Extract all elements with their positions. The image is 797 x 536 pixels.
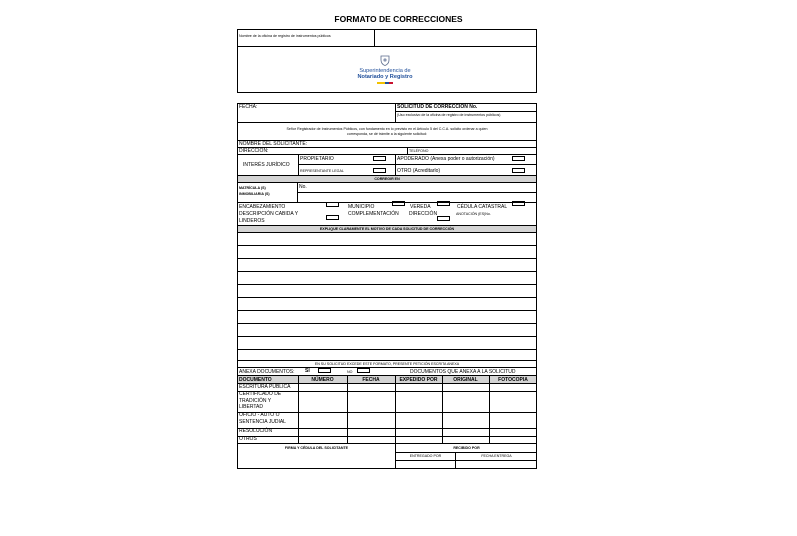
row-line bbox=[395, 452, 537, 453]
doc-row-label: LIBERTAD bbox=[239, 404, 263, 410]
motivo-line[interactable] bbox=[237, 297, 537, 298]
solicitud-note: (Uso exclusivo de la oficina de registro de instrumentos públicos) bbox=[397, 113, 501, 117]
intro-line2: corresponda, se dé trámite a la siguiente solicitud: bbox=[347, 132, 427, 136]
apoderado-label: APODERADO (Anexa poder o autorización) bbox=[397, 156, 495, 162]
no-checkbox[interactable] bbox=[357, 368, 370, 373]
interes-label: INTERÉS JURÍDICO bbox=[243, 162, 290, 168]
direccion2-checkbox[interactable] bbox=[437, 216, 450, 221]
anexa-label: ANEXA DOCUMENTOS: bbox=[239, 369, 295, 375]
fecha-entrega-label: FECHA ENTREGA bbox=[481, 454, 512, 458]
doc-column-header: FECHA bbox=[362, 377, 380, 383]
telefono-label: TELÉFONO bbox=[409, 149, 429, 153]
matricula-label2: INMOBILIARIA (S) bbox=[239, 192, 270, 196]
otro-label: OTRO (Acreditarlo) bbox=[397, 168, 441, 174]
municipio-label: MUNICIPIO bbox=[348, 204, 375, 210]
doc-column-line bbox=[395, 375, 396, 443]
motivo-line[interactable] bbox=[237, 271, 537, 272]
doc-column-header: FOTOCOPIA bbox=[498, 377, 528, 383]
row-line bbox=[237, 182, 537, 183]
corregir-header: CORREGIR EN bbox=[374, 177, 400, 181]
doc-column-line bbox=[298, 375, 299, 443]
encabezamiento-checkbox[interactable] bbox=[326, 202, 339, 207]
no2-label: NO bbox=[347, 370, 353, 374]
solicitud-hdivider bbox=[395, 111, 537, 112]
logo-line1: Superintendencia de bbox=[359, 68, 411, 74]
solicitud-label: SOLICITUD DE CORRECCIÓN No. bbox=[397, 104, 478, 110]
motivo-line[interactable] bbox=[237, 349, 537, 350]
office-divider bbox=[237, 46, 537, 47]
complementacion-label: COMPLEMENTACIÓN bbox=[348, 211, 399, 217]
cedula-catastral-checkbox[interactable] bbox=[512, 201, 525, 206]
descripcion-label1: DESCRIPCIÓN CABIDA Y bbox=[239, 211, 299, 217]
telefono-vdivider bbox=[407, 147, 408, 154]
doc-column-line bbox=[442, 375, 443, 443]
descripcion-label2: LINDEROS bbox=[239, 218, 265, 224]
motivo-note: EN SU SOLICITUD EXCEDE ESTE FORMATO, PRESENTE PETICIÓN ESCRITA ANEXA bbox=[314, 362, 460, 366]
doc-column-header: DOCUMENTO bbox=[239, 377, 272, 383]
firma-label: FIRMA Y CÉDULA DEL SOLICITANTE bbox=[284, 446, 349, 450]
motivo-line[interactable] bbox=[237, 336, 537, 337]
row-line bbox=[237, 147, 537, 148]
row-line bbox=[237, 154, 537, 155]
anotacion-label: ANOTACIÓN (ES)No. bbox=[456, 212, 491, 216]
propietario-checkbox[interactable] bbox=[373, 156, 386, 161]
matricula-no-label: No. bbox=[299, 184, 307, 190]
row-line bbox=[237, 367, 537, 368]
entregado-label: ENTREGADO POR bbox=[409, 454, 442, 458]
row-line bbox=[395, 460, 537, 461]
logo-flag-bar bbox=[377, 82, 393, 84]
doc-column-line bbox=[489, 375, 490, 443]
doc-row-line bbox=[237, 436, 537, 437]
doc-row-line bbox=[237, 428, 537, 429]
propietario-label: PROPIETARIO bbox=[300, 156, 334, 162]
recibido-label: RECIBIDO POR bbox=[453, 446, 480, 450]
cedula-catastral-label: CÉDULA CATASTRAL bbox=[457, 204, 508, 210]
si-checkbox[interactable] bbox=[318, 368, 331, 373]
doc-row-label: TRADICIÓN Y bbox=[239, 397, 272, 404]
page-title: FORMATO DE CORRECCIONES bbox=[334, 14, 463, 24]
apoderado-checkbox[interactable] bbox=[512, 156, 525, 161]
row-line bbox=[237, 202, 537, 203]
row-line bbox=[297, 192, 537, 193]
row-line bbox=[237, 122, 537, 123]
descripcion-checkbox[interactable] bbox=[326, 215, 339, 220]
representante-label: REPRESENTANTE LEGAL bbox=[300, 169, 344, 173]
motivo-header: EXPLIQUE CLARAMENTE EL MOTIVO DE CADA SOLICITUD DE CORRECCIÓN bbox=[319, 227, 455, 231]
municipio-checkbox[interactable] bbox=[392, 201, 405, 206]
office-vdivider bbox=[374, 29, 375, 47]
nombre-label: NOMBRE DEL SOLICITANTE: bbox=[239, 141, 308, 147]
docs-anexa-label: DOCUMENTOS QUE ANEXA A LA SOLICITUD bbox=[410, 369, 516, 375]
motivo-line[interactable] bbox=[237, 310, 537, 311]
si-label: SI bbox=[305, 368, 310, 374]
direccion-label: DIRECCIÓN: bbox=[239, 148, 269, 154]
representante-checkbox[interactable] bbox=[373, 168, 386, 173]
fecha-vdivider bbox=[395, 103, 396, 122]
doc-column-header: NÚMERO bbox=[311, 377, 334, 383]
vereda-checkbox[interactable] bbox=[437, 201, 450, 206]
motivo-line[interactable] bbox=[237, 323, 537, 324]
doc-row-label: RESOLUCIÓN bbox=[239, 428, 273, 434]
logo-line2: Notariado y Registro bbox=[357, 74, 413, 80]
row-line bbox=[298, 164, 537, 165]
shield-seal-icon bbox=[380, 53, 390, 64]
otro-checkbox[interactable] bbox=[512, 168, 525, 173]
matricula-label1: MATRÍCULA (S) bbox=[239, 186, 266, 190]
motivo-line[interactable] bbox=[237, 360, 537, 361]
motivo-line[interactable] bbox=[237, 258, 537, 259]
motivo-line[interactable] bbox=[237, 245, 537, 246]
direccion2-label: DIRECCIÓN bbox=[409, 211, 438, 217]
doc-row-label: CERTIFICADO DE bbox=[239, 391, 282, 397]
motivo-line[interactable] bbox=[237, 284, 537, 285]
doc-row-label: OTROS bbox=[239, 436, 257, 442]
doc-row-label: ESCRITURA PÚBLICA bbox=[239, 384, 291, 390]
row-line bbox=[237, 443, 537, 444]
doc-row-line bbox=[237, 391, 537, 392]
doc-row-label: OFICIO - AUTO O bbox=[239, 412, 280, 418]
intro-line1: Señor Registrador de Instrumentos Públicos, con fundamento en lo previsto en el Artículo 5 del C.C.A. solicito ordenar a quien bbox=[286, 127, 488, 131]
vereda-label: VEREDA bbox=[410, 204, 431, 210]
doc-row-label: SENTENCIA JUDIAL bbox=[239, 418, 286, 425]
encabezamiento-label: ENCABEZAMIENTO bbox=[239, 204, 286, 210]
doc-row-line bbox=[237, 412, 537, 413]
doc-column-line bbox=[347, 375, 348, 443]
doc-column-header: ORIGINAL bbox=[453, 377, 478, 383]
doc-column-header: EXPEDIDO POR bbox=[399, 377, 438, 383]
fecha-label: FECHA: bbox=[239, 104, 258, 110]
row-line bbox=[237, 232, 537, 233]
office-label: Nombre de la oficina de registro de instrumentos públicos bbox=[239, 34, 331, 38]
